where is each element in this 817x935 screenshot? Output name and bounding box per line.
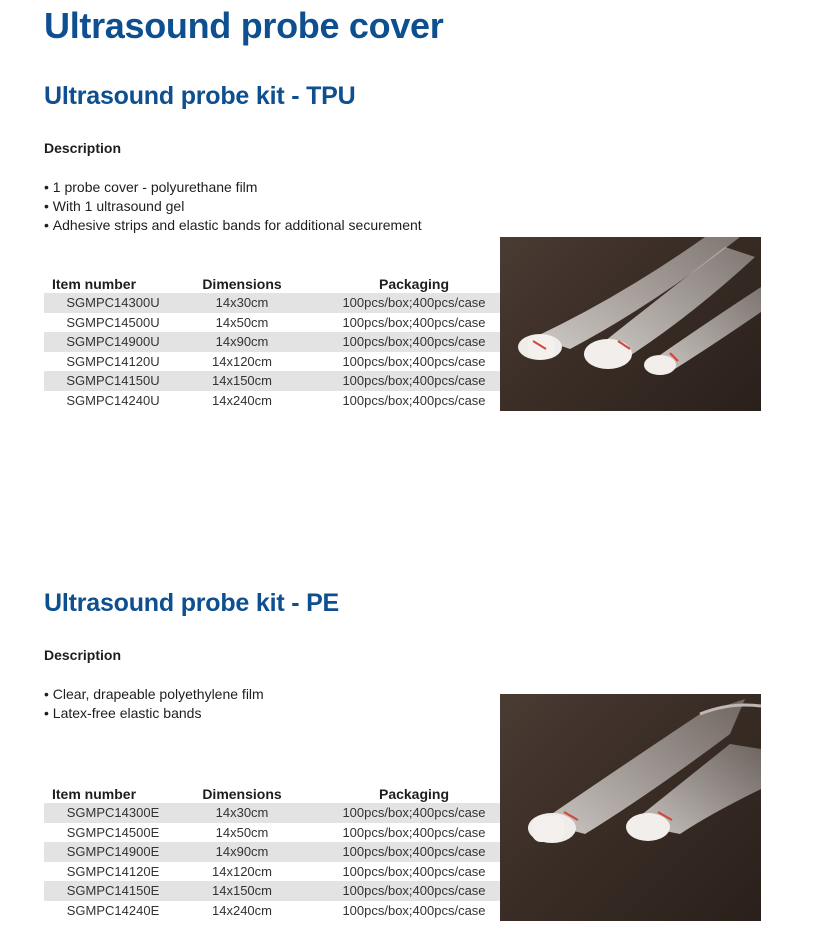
item-number-cell: SGMPC14150U	[44, 371, 182, 391]
bullet-item: • Clear, drapeable polyethylene film	[44, 685, 264, 704]
description-label-pe: Description	[44, 647, 122, 663]
packaging-cell: 100pcs/box;400pcs/case	[302, 881, 526, 901]
item-number-cell: SGMPC14240U	[66, 392, 160, 408]
column-header-item-number: Item number	[52, 275, 137, 292]
packaging-cell: 100pcs/box;400pcs/case	[342, 863, 486, 879]
page-title: Ultrasound probe cover	[44, 5, 444, 46]
packaging-cell: 100pcs/box;400pcs/case	[302, 803, 526, 823]
dimensions-cell: 14x90cm	[182, 842, 302, 862]
item-number-cell: SGMPC14240E	[66, 902, 160, 918]
bullet-list-tpu	[44, 178, 422, 235]
bullet-item: • Adhesive strips and elastic bands for additional securement	[44, 216, 422, 235]
dimensions-cell: 14x30cm	[182, 803, 302, 823]
table-row	[44, 313, 526, 333]
column-header-item-number: Item number	[52, 785, 137, 802]
bullet-item: • Latex-free elastic bands	[44, 704, 264, 723]
column-header-dimensions: Dimensions	[202, 785, 282, 802]
column-header-dimensions: Dimensions	[202, 275, 282, 292]
probe-cover-photo-pe	[500, 694, 761, 921]
table-row	[44, 823, 526, 843]
packaging-cell: 100pcs/box;400pcs/case	[342, 824, 486, 840]
item-number-cell: SGMPC14300U	[44, 293, 182, 313]
description-label-tpu: Description	[44, 140, 122, 156]
dimensions-cell: 14x150cm	[182, 881, 302, 901]
table-row	[44, 862, 526, 882]
item-number-cell: SGMPC14500U	[66, 314, 160, 330]
table-header-row	[44, 274, 526, 293]
packaging-cell: 100pcs/box;400pcs/case	[302, 332, 526, 352]
item-number-cell: SGMPC14900E	[44, 842, 182, 862]
table-row	[44, 371, 526, 391]
dimensions-cell: 14x50cm	[215, 314, 269, 330]
bullet-item: • 1 probe cover - polyurethane film	[44, 178, 422, 197]
item-number-cell: SGMPC14900U	[44, 332, 182, 352]
dimensions-cell: 14x240cm	[212, 392, 272, 408]
table-header-row	[44, 784, 526, 803]
table-row	[44, 842, 526, 862]
probe-cover-photo-icon	[500, 694, 761, 921]
item-number-cell: SGMPC14300E	[44, 803, 182, 823]
packaging-cell: 100pcs/box;400pcs/case	[302, 371, 526, 391]
item-number-cell: SGMPC14120U	[66, 353, 160, 369]
dimensions-cell: 14x120cm	[212, 863, 272, 879]
probe-cover-photo-icon	[500, 237, 761, 411]
packaging-cell: 100pcs/box;400pcs/case	[302, 842, 526, 862]
dimensions-cell: 14x240cm	[212, 902, 272, 918]
column-header-packaging: Packaging	[378, 275, 450, 292]
item-number-cell: SGMPC14150E	[44, 881, 182, 901]
spec-table-pe	[44, 784, 526, 920]
packaging-cell: 100pcs/box;400pcs/case	[342, 314, 486, 330]
table-row	[44, 352, 526, 372]
packaging-cell: 100pcs/box;400pcs/case	[342, 392, 486, 408]
packaging-cell: 100pcs/box;400pcs/case	[302, 293, 526, 313]
dimensions-cell: 14x120cm	[212, 353, 272, 369]
spec-table-tpu	[44, 274, 526, 410]
bullet-list-pe	[44, 685, 264, 723]
table-row	[44, 391, 526, 411]
dimensions-cell: 14x150cm	[182, 371, 302, 391]
section-title-pe: Ultrasound probe kit - PE	[44, 589, 340, 617]
column-header-packaging: Packaging	[378, 785, 450, 802]
table-row	[44, 293, 526, 313]
section-title-tpu: Ultrasound probe kit - TPU	[44, 82, 356, 110]
table-row	[44, 332, 526, 352]
packaging-cell: 100pcs/box;400pcs/case	[342, 902, 486, 918]
packaging-cell: 100pcs/box;400pcs/case	[342, 353, 486, 369]
dimensions-cell: 14x30cm	[182, 293, 302, 313]
dimensions-cell: 14x90cm	[182, 332, 302, 352]
dimensions-cell: 14x50cm	[215, 824, 269, 840]
item-number-cell: SGMPC14500E	[66, 824, 160, 840]
probe-cover-photo-tpu	[500, 237, 761, 411]
bullet-item: • With 1 ultrasound gel	[44, 197, 422, 216]
table-row	[44, 881, 526, 901]
table-row	[44, 901, 526, 921]
table-row	[44, 803, 526, 823]
item-number-cell: SGMPC14120E	[66, 863, 160, 879]
